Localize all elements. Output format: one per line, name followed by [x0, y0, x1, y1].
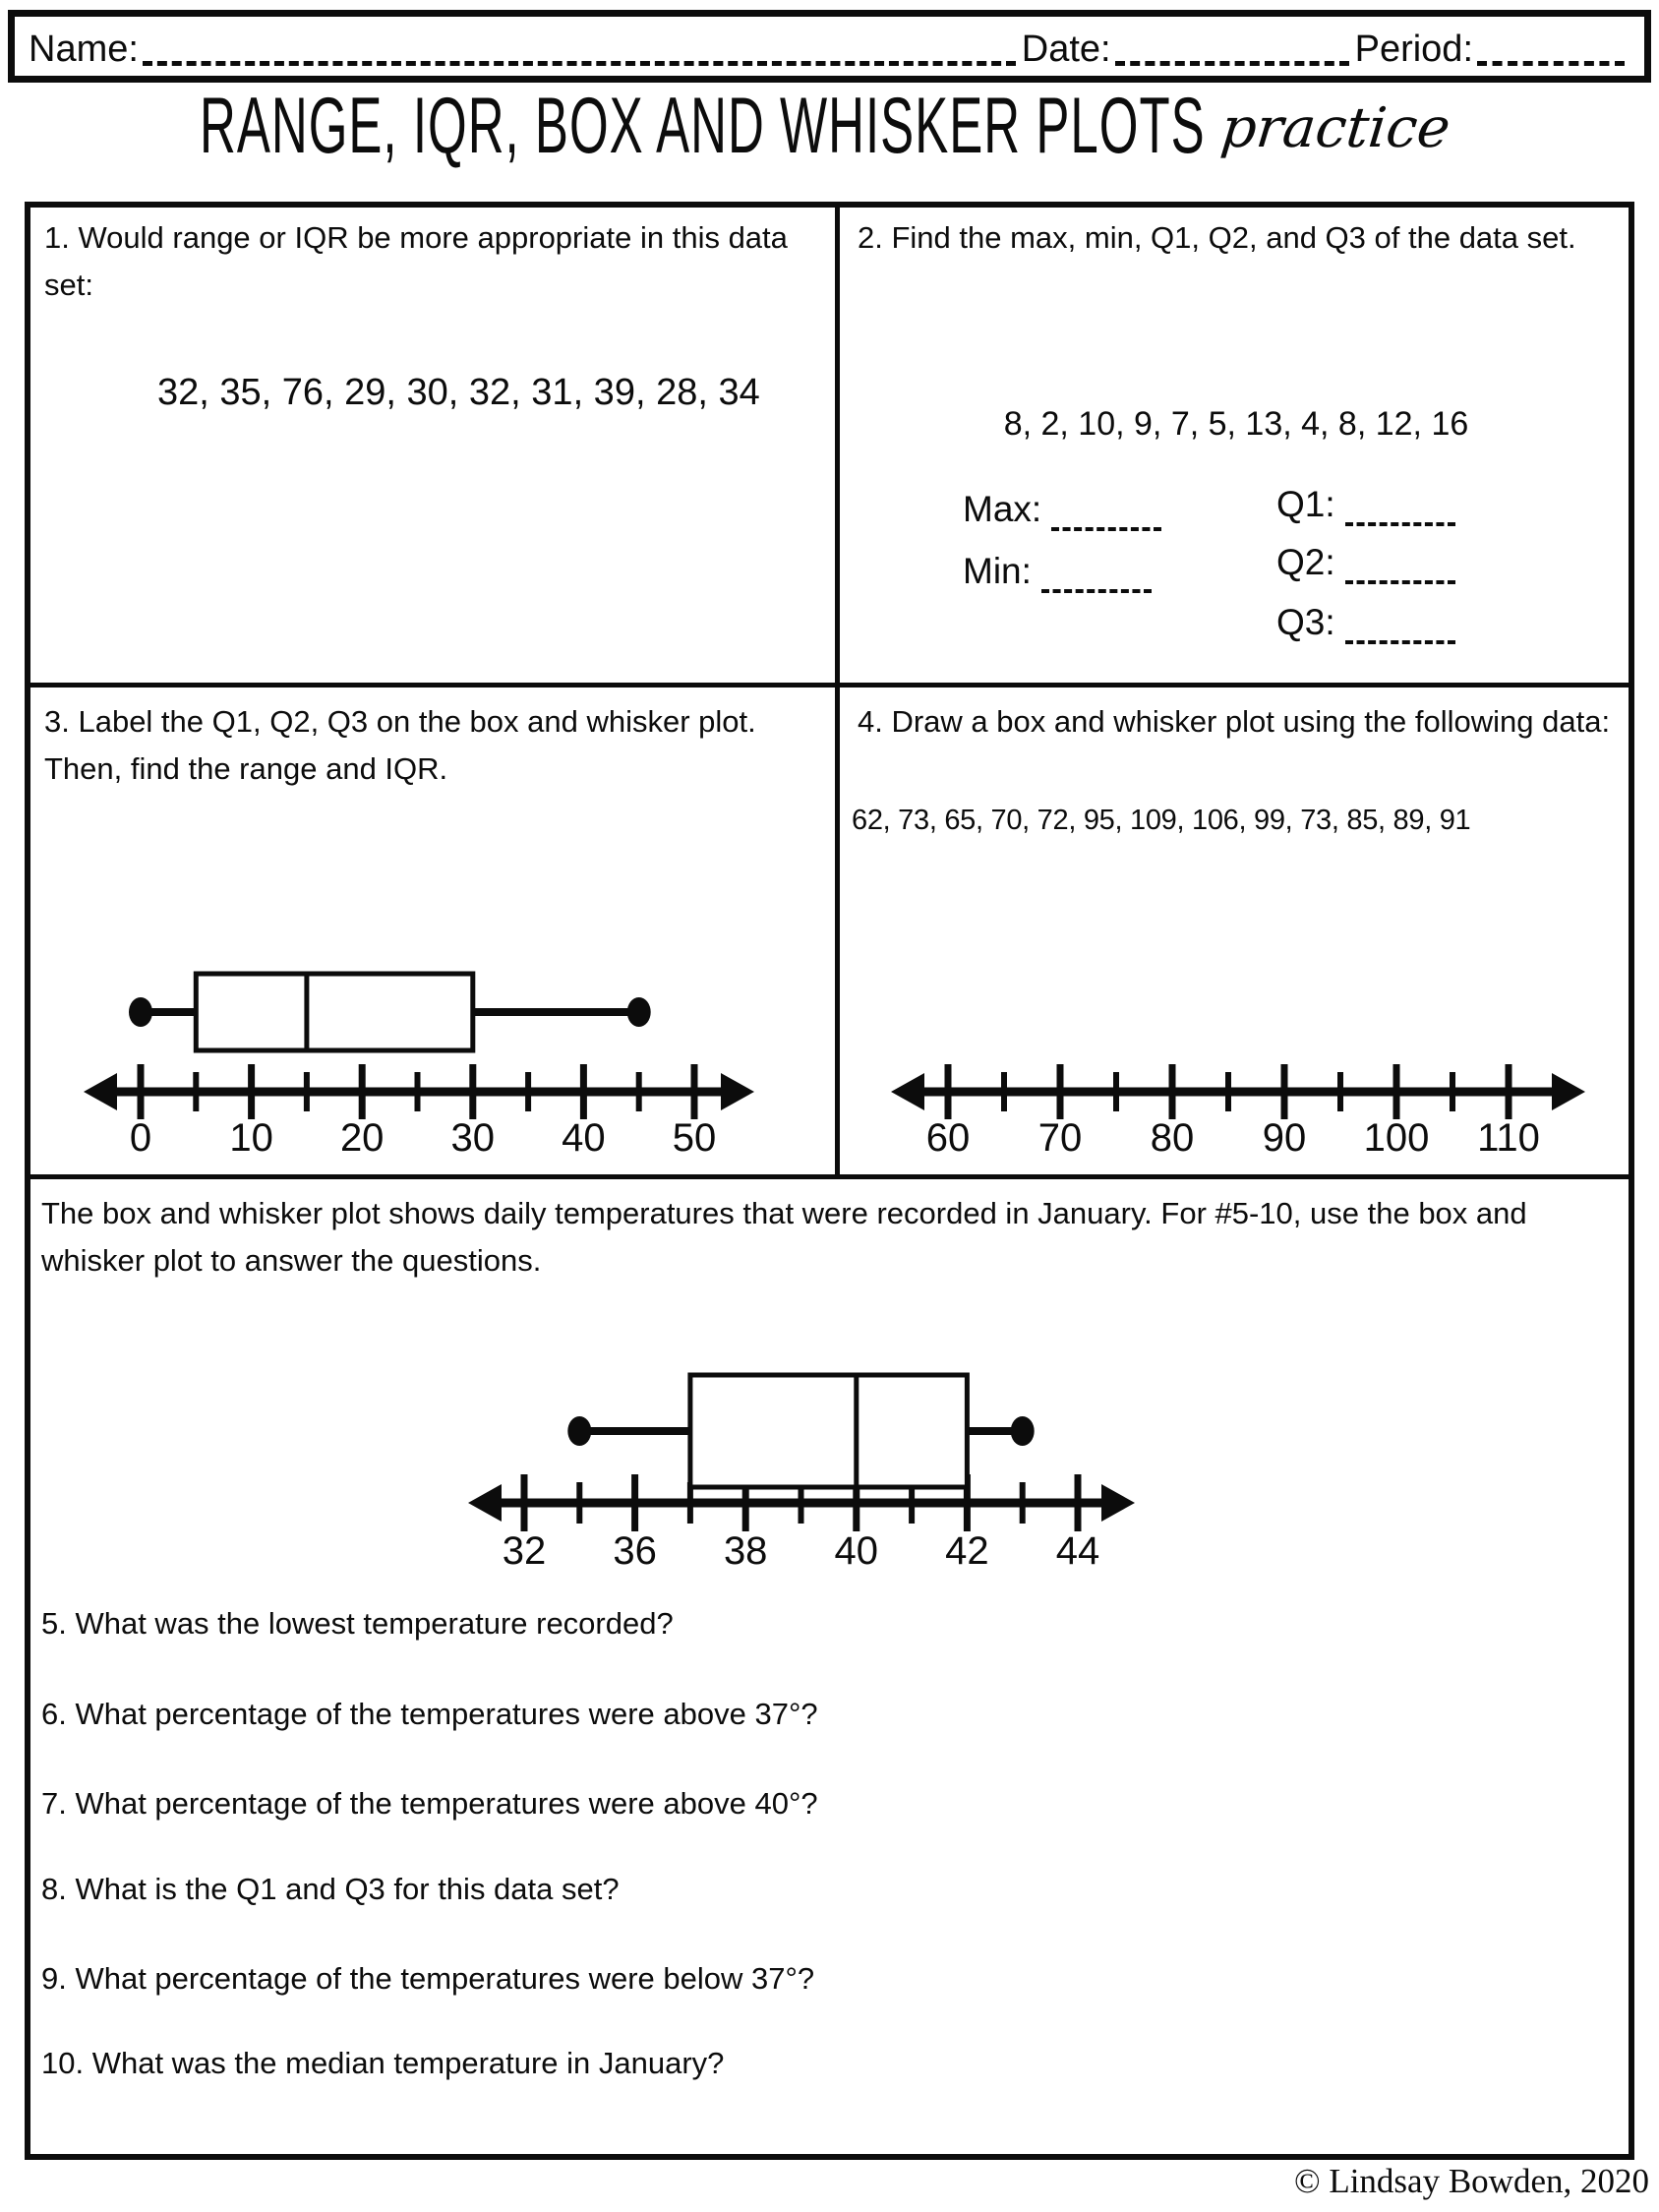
- tick-label: 40: [834, 1529, 879, 1573]
- grid-horizontal-divider-1: [25, 683, 1634, 688]
- name-label: Name:: [29, 29, 139, 70]
- copyright-credit: © Lindsay Bowden, 2020: [1293, 2162, 1649, 2200]
- title-accent: practice: [1217, 96, 1453, 160]
- tick-label: 80: [1150, 1116, 1195, 1160]
- min-label: Min:: [963, 551, 1032, 591]
- problem-1-prompt: 1. Would range or IQR be more appropriate in this data set:: [44, 220, 788, 303]
- q3-label: Q3:: [1276, 602, 1335, 642]
- q3-answer-field: [1276, 602, 1455, 643]
- q3-box-whisker-plot: [25, 920, 838, 1177]
- tick-label: 38: [723, 1529, 768, 1573]
- min-dot: [567, 1416, 591, 1446]
- tick-label: 32: [502, 1529, 547, 1573]
- date-blank-line: [1115, 51, 1349, 66]
- q3-blank-line: [1345, 632, 1455, 644]
- problem-1-data: 32, 35, 76, 29, 30, 32, 31, 39, 28, 34: [157, 372, 760, 413]
- question-6: 6. What percentage of the temperatures were above 37°?: [41, 1697, 818, 1731]
- name-blank-line: [143, 51, 1016, 66]
- tick-label: 110: [1477, 1116, 1540, 1160]
- period-label: Period:: [1354, 29, 1473, 70]
- min-dot: [129, 997, 152, 1027]
- tick-label: 44: [1055, 1529, 1100, 1573]
- iqr-box: [690, 1375, 968, 1487]
- max-dot: [1011, 1416, 1035, 1446]
- temperature-box-whisker-plot: [25, 1352, 1634, 1596]
- worksheet-title: [0, 81, 1659, 171]
- question-5: 5. What was the lowest temperature recorded?: [41, 1606, 674, 1641]
- problem-3-prompt: 3. Label the Q1, Q2, Q3 on the box and whisker plot. Then, find the range and IQR.: [44, 704, 756, 787]
- q4-number-line: [838, 1018, 1634, 1177]
- tick-label: 0: [129, 1116, 152, 1160]
- max-dot: [627, 997, 651, 1027]
- header-box: [8, 10, 1651, 83]
- tick-label: 42: [945, 1529, 989, 1573]
- q1-answer-field: [1276, 484, 1455, 525]
- section-intro: The box and whisker plot shows daily temperatures that were recorded in January. For #5-10, use the box and whisker plot to answer the questions.: [41, 1196, 1527, 1279]
- tick-label: 90: [1262, 1116, 1307, 1160]
- max-answer-field: [963, 489, 1161, 530]
- q1-blank-line: [1345, 514, 1455, 526]
- question-9: 9. What percentage of the temperatures were below 37°?: [41, 1961, 815, 1996]
- problem-2-data: 8, 2, 10, 9, 7, 5, 13, 4, 8, 12, 16: [1003, 405, 1469, 443]
- iqr-box: [196, 974, 473, 1050]
- tick-label: 100: [1363, 1116, 1430, 1160]
- max-blank-line: [1051, 519, 1161, 531]
- min-blank-line: [1041, 581, 1152, 593]
- question-7: 7. What percentage of the temperatures were above 40°?: [41, 1786, 818, 1821]
- tick-label: 36: [613, 1529, 657, 1573]
- problem-4-data: 62, 73, 65, 70, 72, 95, 109, 106, 99, 73, 85, 89, 91: [852, 805, 1471, 836]
- tick-label: 40: [562, 1116, 606, 1160]
- q1-label: Q1:: [1276, 484, 1335, 524]
- q2-label: Q2:: [1276, 542, 1335, 582]
- q2-answer-field: [1276, 542, 1455, 583]
- min-answer-field: [963, 551, 1152, 592]
- problem-2-prompt: 2. Find the max, min, Q1, Q2, and Q3 of the data set.: [858, 220, 1576, 255]
- question-10: 10. What was the median temperature in January?: [41, 2046, 725, 2080]
- tick-label: 10: [229, 1116, 273, 1160]
- date-label: Date:: [1021, 29, 1111, 70]
- period-blank-line: [1477, 51, 1625, 66]
- question-8: 8. What is the Q1 and Q3 for this data set?: [41, 1872, 620, 1906]
- max-label: Max:: [963, 489, 1042, 529]
- tick-label: 70: [1037, 1116, 1083, 1160]
- tick-label: 50: [672, 1116, 717, 1160]
- tick-label: 20: [339, 1116, 385, 1160]
- tick-label: 60: [925, 1116, 971, 1160]
- tick-label: 30: [450, 1116, 496, 1160]
- title-main: RANGE, IQR, BOX AND WHISKER PLOTS: [199, 81, 1206, 171]
- q2-blank-line: [1345, 572, 1455, 584]
- problem-4-prompt: 4. Draw a box and whisker plot using the following data:: [858, 704, 1611, 739]
